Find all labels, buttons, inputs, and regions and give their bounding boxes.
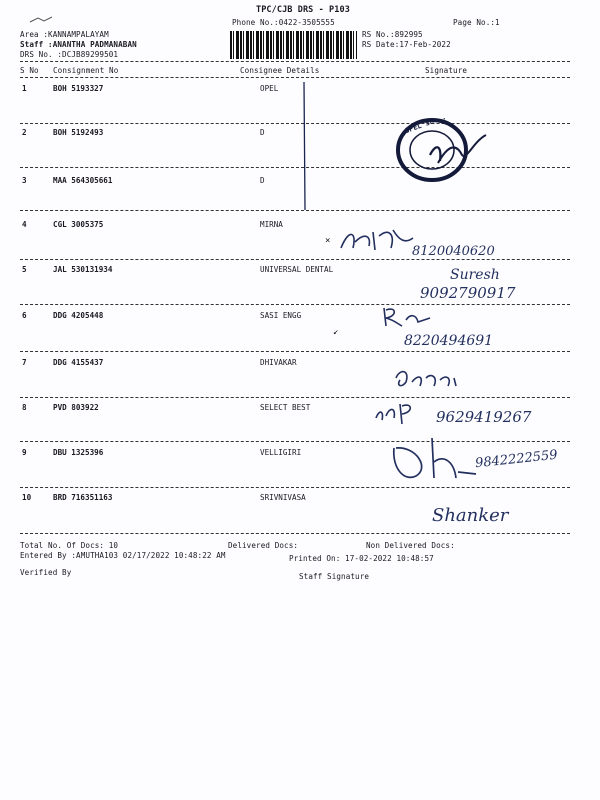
row-divider — [20, 441, 570, 442]
row-divider — [20, 304, 570, 305]
row-divider — [20, 210, 570, 211]
col-signature: Signature — [425, 66, 468, 75]
rs-date: RS Date:17-Feb-2022 — [362, 40, 451, 49]
row-sno: 5 — [22, 265, 27, 274]
table-row — [0, 311, 600, 323]
delivered-docs: Delivered Docs: — [228, 541, 299, 550]
pen-mark: × — [325, 236, 331, 246]
non-delivered-docs: Non Delivered Docs: — [366, 541, 455, 550]
row-consignee: UNIVERSAL DENTAL — [260, 265, 334, 274]
row-consignment: MAA 564305661 — [53, 176, 113, 185]
table-row — [0, 265, 600, 277]
row-consignment: JAL 530131934 — [53, 265, 113, 274]
signature-row7 — [390, 366, 470, 392]
row-consignment: BOH 5192493 — [53, 128, 104, 137]
document-title: TPC/CJB DRS - P103 — [256, 5, 350, 15]
printed-on: Printed On: 17-02-2022 10:48:57 — [289, 554, 434, 563]
header-divider-bottom — [20, 77, 570, 78]
row-consignee: SELECT BEST — [260, 403, 311, 412]
row-sno: 8 — [22, 403, 27, 412]
handwritten-phone-row9: 9842222559 — [474, 447, 559, 472]
handwritten-name-row10: Shanker — [432, 505, 509, 526]
row-sno: 3 — [22, 176, 27, 185]
row-consignee: D — [260, 176, 265, 185]
staff-label: Staff :ANANTHA PADMANABAN — [20, 40, 137, 49]
pen-line — [300, 80, 310, 212]
handwritten-name-row5: Suresh — [450, 267, 500, 283]
row-sno: 4 — [22, 220, 27, 229]
row-divider — [20, 259, 570, 260]
handwritten-phone-row5: 9092790917 — [420, 284, 516, 302]
drs-number: DRS No. :DCJB89299501 — [20, 50, 119, 59]
col-sno: S No — [20, 66, 39, 75]
row-consignment: BRD 716351163 — [53, 493, 113, 502]
signature-row9 — [386, 432, 486, 492]
row-sno: 10 — [22, 493, 32, 502]
row-consignment: DBU 1325396 — [53, 448, 104, 457]
row-consignee: DHIVAKAR — [260, 358, 297, 367]
table-row — [0, 358, 600, 370]
row-sno: 6 — [22, 311, 27, 320]
row-divider — [20, 533, 570, 534]
handwritten-phone-row8: 9629419267 — [436, 408, 532, 426]
entered-by: Entered By :AMUTHA103 02/17/2022 10:48:22 AM — [20, 551, 226, 560]
row-consignee: VELLIGIRI — [260, 448, 302, 457]
row-sno: 9 — [22, 448, 27, 457]
barcode — [230, 31, 357, 59]
staff-signature: Staff Signature — [299, 572, 370, 581]
page-number: Page No.:1 — [453, 18, 500, 27]
corner-mark — [28, 14, 58, 26]
pen-mark: ↙ — [333, 327, 339, 337]
row-consignment: PVD 803922 — [53, 403, 99, 412]
row-consignee: D — [260, 128, 265, 137]
phone-number: Phone No.:0422-3505555 — [232, 18, 335, 27]
total-docs: Total No. Of Docs: 10 — [20, 541, 119, 550]
rs-number: RS No.:892995 — [362, 30, 423, 39]
row-divider — [20, 487, 570, 488]
handwritten-phone-row4: 8120040620 — [412, 244, 495, 259]
stamp-text: OPEL SE... — [403, 112, 448, 136]
row-consignment: DDG 4155437 — [53, 358, 104, 367]
table-row — [0, 220, 600, 232]
col-consignment: Consignment No — [53, 66, 119, 75]
row-consignment: CGL 3005375 — [53, 220, 104, 229]
table-row — [0, 493, 600, 505]
row-consignment: BOH 5193327 — [53, 84, 104, 93]
area-label: Area :KANNAMPALAYAM — [20, 30, 109, 39]
row-sno: 7 — [22, 358, 27, 367]
row-divider — [20, 397, 570, 398]
handwritten-phone-row6: 8220494691 — [404, 333, 494, 349]
row-consignee: OPEL — [260, 84, 279, 93]
row-consignee: MIRNA — [260, 220, 283, 229]
row-consignee: SASI ENGG — [260, 311, 302, 320]
signature-row8 — [370, 398, 440, 428]
row-consignee: SRIVNIVASA — [260, 493, 306, 502]
row-sno: 2 — [22, 128, 27, 137]
signature-row6 — [378, 304, 438, 330]
col-consignee: Consignee Details — [240, 66, 320, 75]
row-consignment: DDG 4205448 — [53, 311, 104, 320]
row-divider — [20, 351, 570, 352]
row-sno: 1 — [22, 84, 27, 93]
header-divider-top — [20, 61, 570, 62]
verified-by: Verified By — [20, 568, 72, 577]
